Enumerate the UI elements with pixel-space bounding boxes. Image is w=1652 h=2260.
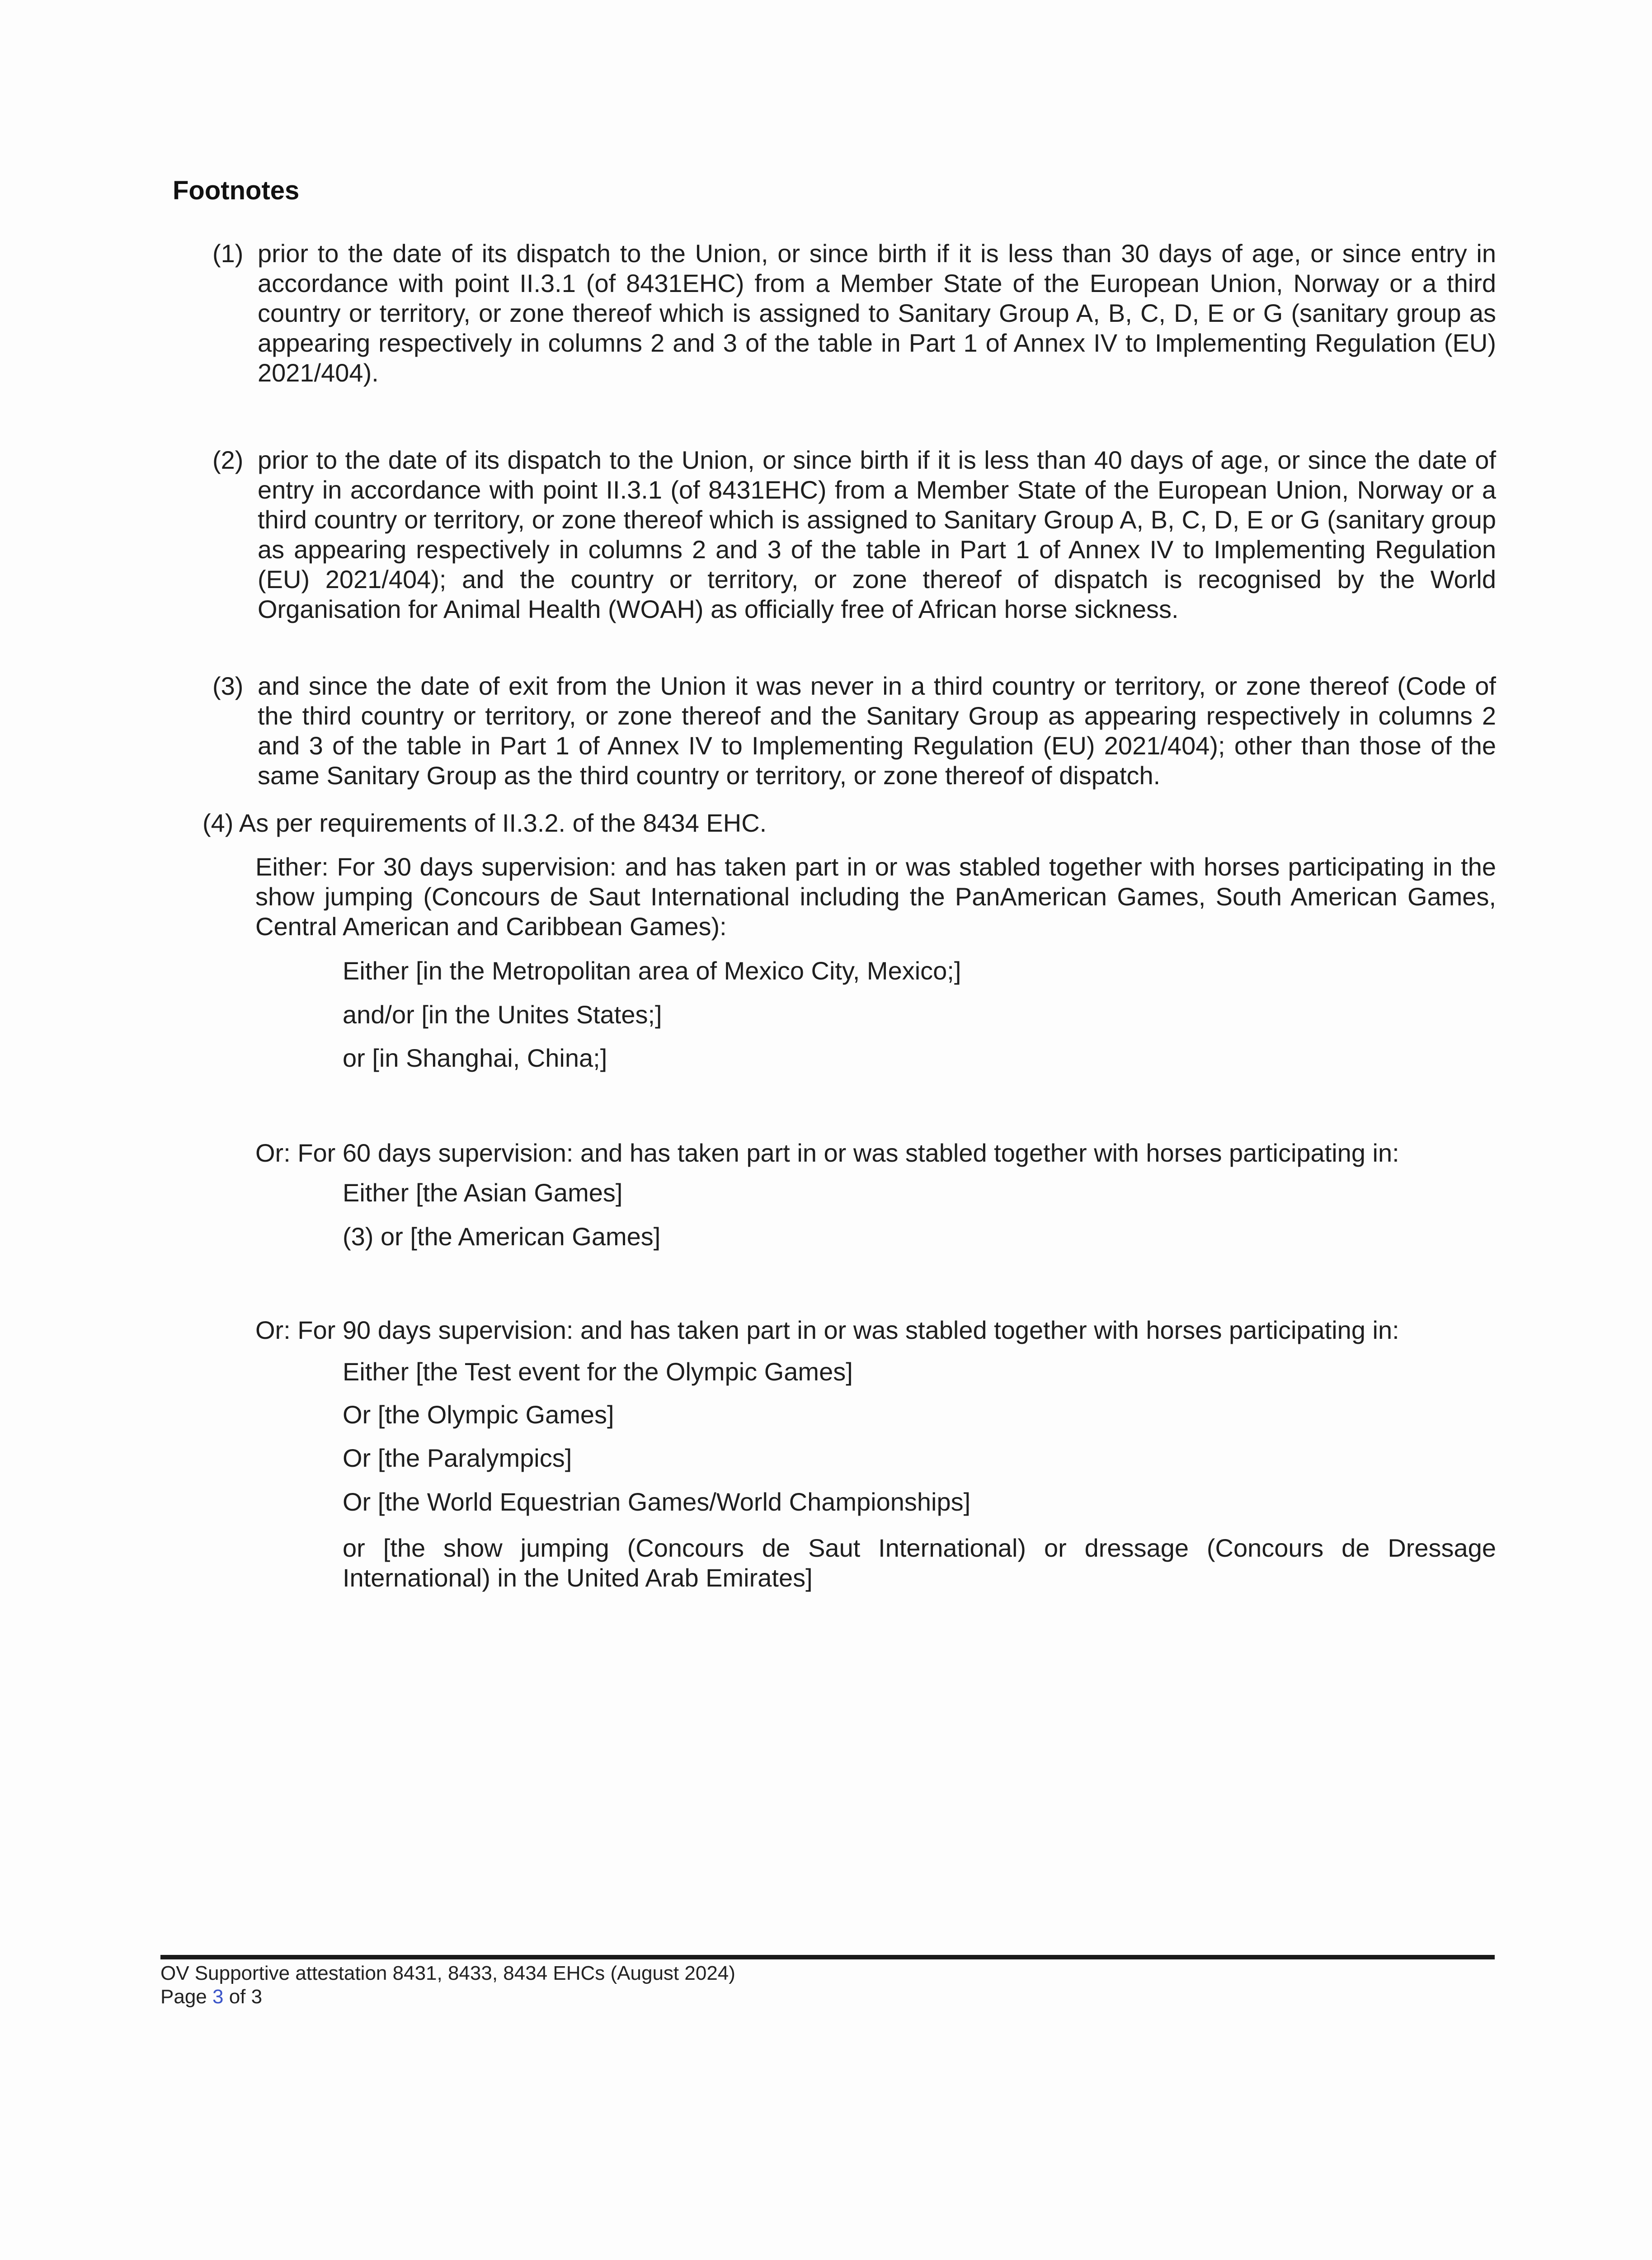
supervision-90-option-3: Or [the Paralympics] xyxy=(343,1444,572,1472)
footnote-1 xyxy=(212,239,1496,388)
footnotes-heading: Footnotes xyxy=(173,176,300,205)
supervision-60-option-2: (3) or [the American Games] xyxy=(343,1222,661,1251)
supervision-60-option-1: Either [the Asian Games] xyxy=(343,1178,623,1207)
footnote-3 xyxy=(212,671,1496,791)
footnote-number: (2) xyxy=(212,446,244,474)
footer-document-title: OV Supportive attestation 8431, 8433, 8434 EHCs (August 2024) xyxy=(160,1962,735,1984)
footer-page-number xyxy=(160,1985,735,2009)
footnote-text: prior to the date of its dispatch to the Union, or since birth if it is less than 40 days of age, or since the date of entry in accordance with point II.3.1 (of 8431EHC) from a Member State of the European Union, Norway or a third country or territory, or zone thereof which is assigned to Sanitary Group A, B, C, D, E or G (sanitary group as appearing respectively in columns 2 and 3 of the table in Part 1 of Annex IV to Implementing Regulation (EU) 2021/404); and the country or territory, or zone thereof of dispatch is recognised by the World Organisation for Animal Health (WOAH) as officially free of African horse sickness. xyxy=(258,446,1496,623)
footnote-text: prior to the date of its dispatch to the Union, or since birth if it is less than 30 days of age, or since entry in accordance with point II.3.1 (of 8431EHC) from a Member State of the European Union, Norway or a third country or territory, or zone thereof which is assigned to Sanitary Group A, B, C, D, E or G (sanitary group as appearing respectively in columns 2 and 3 of the table in Part 1 of Annex IV to Implementing Regulation (EU) 2021/404). xyxy=(258,239,1496,387)
footnote-number: (1) xyxy=(212,239,244,268)
supervision-90-days-text: Or: For 90 days supervision: and has taken part in or was stabled together with horses participating in: xyxy=(255,1316,1399,1344)
page-total: 3 xyxy=(251,1986,263,2008)
footer-divider xyxy=(160,1955,1495,1959)
supervision-90-option-5: or [the show jumping (Concours de Saut International) or dressage (Concours de Dressage International) in the United Arab Emirates] xyxy=(343,1534,1496,1592)
supervision-90-option-1: Either [the Test event for the Olympic Games] xyxy=(343,1357,853,1386)
page-prefix: Page xyxy=(160,1986,212,2008)
supervision-90-option-4: Or [the World Equestrian Games/World Championships] xyxy=(343,1488,971,1516)
supervision-30-option-2: and/or [in the Unites States;] xyxy=(343,1000,662,1029)
footnote-2 xyxy=(212,445,1496,624)
supervision-30-option-3: or [in Shanghai, China;] xyxy=(343,1044,607,1072)
page-separator: of xyxy=(223,1986,251,2008)
supervision-60-days-text: Or: For 60 days supervision: and has taken part in or was stabled together with horses participating in: xyxy=(255,1139,1399,1167)
supervision-90-option-2: Or [the Olympic Games] xyxy=(343,1400,614,1429)
footnote-number: (3) xyxy=(212,672,244,700)
supervision-30-option-1: Either [in the Metropolitan area of Mexico City, Mexico;] xyxy=(343,956,961,985)
supervision-30-days-text: Either: For 30 days supervision: and has taken part in or was stabled together with horses participating in the show jumping (Concours de Saut International including the PanAmerican Games, South American Games, Central American and Caribbean Games): xyxy=(255,852,1496,941)
footnote-4-heading: (4) As per requirements of II.3.2. of the 8434 EHC. xyxy=(202,809,767,837)
footnote-text: and since the date of exit from the Union it was never in a third country or territory, or zone thereof (Code of the third country or territory, or zone thereof and the Sanitary Group as appearing respectively in columns 2 and 3 of the table in Part 1 of Annex IV to Implementing Regulation (EU) 2021/404); other than those of the same Sanitary Group as the third country or territory, or zone thereof of dispatch. xyxy=(258,672,1496,790)
page-footer xyxy=(160,1962,735,2009)
page-current: 3 xyxy=(212,1986,224,2008)
